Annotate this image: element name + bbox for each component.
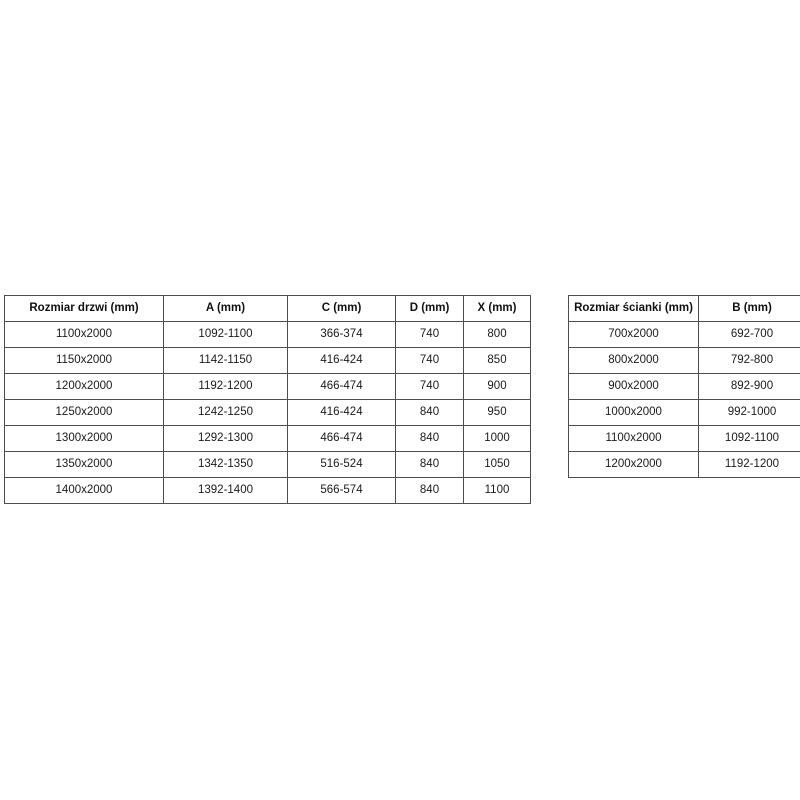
table-cell: 1150x2000: [5, 348, 164, 374]
table-row: [569, 426, 800, 452]
header-row: [569, 296, 800, 322]
wall-size-table: [568, 295, 800, 478]
table-cell: 1092-1100: [164, 322, 288, 348]
table-cell: 840: [396, 400, 464, 426]
column-header: A (mm): [164, 296, 288, 322]
table-cell: 1250x2000: [5, 400, 164, 426]
header-row: [5, 296, 531, 322]
table-cell: 1400x2000: [5, 478, 164, 504]
table-cell: 1092-1100: [699, 426, 800, 452]
table-cell: 800: [464, 322, 531, 348]
table-cell: 416-424: [288, 348, 396, 374]
table-cell: 800x2000: [569, 348, 699, 374]
table-cell: 1192-1200: [164, 374, 288, 400]
table-cell: 1142-1150: [164, 348, 288, 374]
column-header: D (mm): [396, 296, 464, 322]
table-row: [569, 400, 800, 426]
table-cell: 900: [464, 374, 531, 400]
table-cell: 840: [396, 426, 464, 452]
table-cell: 692-700: [699, 322, 800, 348]
table-row: [5, 478, 531, 504]
table-row: [5, 400, 531, 426]
table-cell: 416-424: [288, 400, 396, 426]
table-cell: 1000x2000: [569, 400, 699, 426]
table-cell: 466-474: [288, 426, 396, 452]
table-cell: 740: [396, 374, 464, 400]
table-cell: 900x2000: [569, 374, 699, 400]
table-cell: 466-474: [288, 374, 396, 400]
table-row: [5, 426, 531, 452]
table-cell: 516-524: [288, 452, 396, 478]
column-header: Rozmiar ścianki (mm): [569, 296, 699, 322]
table-row: [569, 322, 800, 348]
table-cell: 1350x2000: [5, 452, 164, 478]
table-cell: 992-1000: [699, 400, 800, 426]
table-cell: 1050: [464, 452, 531, 478]
table-cell: 850: [464, 348, 531, 374]
table-cell: 792-800: [699, 348, 800, 374]
table-cell: 1292-1300: [164, 426, 288, 452]
table-cell: 1392-1400: [164, 478, 288, 504]
table-row: [5, 374, 531, 400]
table-cell: 1100x2000: [5, 322, 164, 348]
table-cell: 366-374: [288, 322, 396, 348]
table-cell: 740: [396, 348, 464, 374]
table-cell: 700x2000: [569, 322, 699, 348]
table-row: [5, 322, 531, 348]
table-row: [569, 348, 800, 374]
table-row: [569, 452, 800, 478]
column-header: X (mm): [464, 296, 531, 322]
table-cell: 1000: [464, 426, 531, 452]
table-cell: 1300x2000: [5, 426, 164, 452]
table-row: [5, 452, 531, 478]
table-cell: 950: [464, 400, 531, 426]
table-cell: 1342-1350: [164, 452, 288, 478]
column-header: Rozmiar drzwi (mm): [5, 296, 164, 322]
door-size-table: [4, 295, 531, 504]
table-cell: 1192-1200: [699, 452, 800, 478]
table-cell: 840: [396, 478, 464, 504]
table-cell: 1100x2000: [569, 426, 699, 452]
table-cell: 1100: [464, 478, 531, 504]
column-header: B (mm): [699, 296, 800, 322]
table-cell: 740: [396, 322, 464, 348]
table-cell: 840: [396, 452, 464, 478]
table-row: [5, 348, 531, 374]
column-header: C (mm): [288, 296, 396, 322]
table-cell: 1200x2000: [569, 452, 699, 478]
table-cell: 1200x2000: [5, 374, 164, 400]
table-cell: 892-900: [699, 374, 800, 400]
table-row: [569, 374, 800, 400]
table-cell: 1242-1250: [164, 400, 288, 426]
table-cell: 566-574: [288, 478, 396, 504]
